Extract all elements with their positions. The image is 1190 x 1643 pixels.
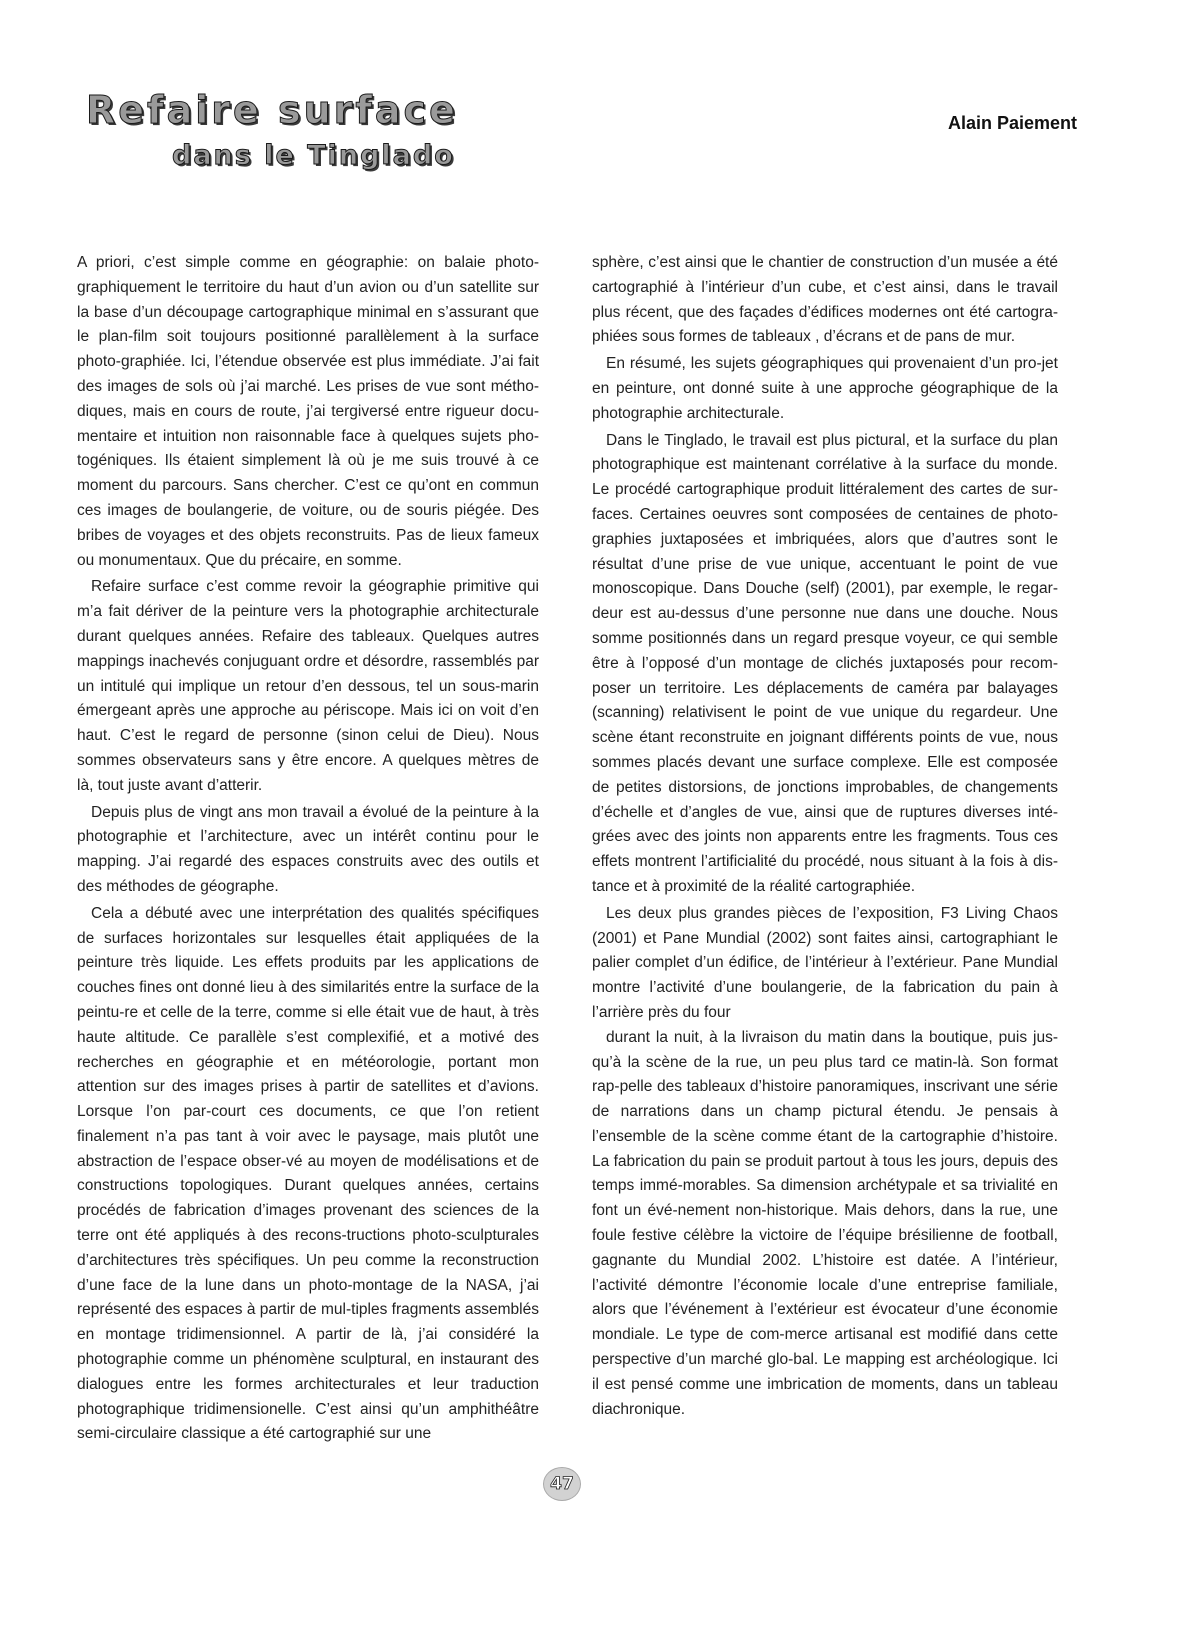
paragraph: sphère, c’est ainsi que le chantier de construction d’un musée a été cartographié à l’intérieur d’un cube, et c’est ainsi, dans le travail plus récent, que des façades d’édifices modernes ont été cartogra-phiées sous formes de tableaux , d’écrans et de pans de mur. xyxy=(592,254,1058,346)
paragraph: Les deux plus grandes pièces de l’exposition, F3 Living Chaos (2001) et Pane Mundial (2002) sont faites ainsi, cartographiant le palier complet d’un édifice, de l’intérieur à l’extérieur. Pane Mundial montre l’activité d’une boulangerie, de la fabrication du pain à l’arrière près du four xyxy=(592,904,1058,1021)
page-number-badge xyxy=(543,1467,581,1501)
article-title: Refaire surface xyxy=(86,88,458,132)
paragraph: durant la nuit, à la livraison du matin dans la boutique, puis jus-qu’à la scène de la rue, un peu plus tard ce matin-là. Son format rap-pelle des tableaux d’histoire panoramiques, inscrivant une série de narrations dans un champ pictural étendu. Je pensais à l’ensemble de la scène comme étant de la cartographie d’histoire. La fabrication du pain se produit partout à tous les jours, depuis des temps immé-morables. Sa dimension archétypale et sa trivialité en font un évé-nement non-historique. Mais dehors, dans la rue, une foule festive célèbre la victoire de l’équipe brésilienne de football, gagnante du Mundial 2002. L’histoire est datée. A l’intérieur, l’activité démontre l’économie locale d’une entreprise familiale, alors que l’événement à l’extérieur est évocateur d’une économie mondiale. Le type de com-merce artisanal est modifié dans cette perspective d’un marché glo-bal. Le mapping est archéologique. Ici il est pensé comme une imbrication de moments, dans un tableau diachronique. xyxy=(592,1028,1058,1418)
page-number: 47 xyxy=(550,1474,574,1494)
paragraph: En résumé, les sujets géographiques qui provenaient d’un pro-jet en peinture, ont donné suite à une approche géographique de la photographie architecturale. xyxy=(592,355,1058,422)
author-name: Alain Paiement xyxy=(947,113,1077,133)
paragraph: Dans le Tinglado, le travail est plus pictural, et la surface du plan photographique est maintenant corrélative à la surface du monde. Le procédé cartographique produit littéralement des cartes de sur-faces. Certaines oeuvres sont composées de centaines de photo-graphies juxtaposées et imbriquées, alors que d’autres sont le résultat d’une prise de vue unique, accentuant le point de vue monoscopique. Dans Douche (self) (2001), par exemple, le regar-deur est au-dessus d’une personne nue dans une douche. Nous somme positionnés dans un regard presque voyeur, ce qui semble être à l’opposé d’un montage de clichés juxtaposés pour recom-poser un territoire. Les déplacements de caméra par balayages (scanning) relativisent le point de vue unique du regardeur. Une scène étant reconstruite en joignant différents points de vue, nous sommes placés devant une surface complexe. Elle est composée de petites distorsions, de jonctions improbables, de changements d’échelle et d’angles de vue, ainsi que de ruptures diverses inté-grées avec des joints non apparents entre les fragments. Tous ces effets montrent l’artificialité du procédé, nous situant à la fois à dis-tance et à proximité de la réalité cartographiée. xyxy=(592,431,1058,895)
paragraph: Refaire surface c’est comme revoir la géographie primitive qui m’a fait dériver de la peinture vers la photographie architecturale durant quelques années. Refaire des tableaux. Quelques autres mappings inachevés conjuguant ordre et désordre, rassemblés par un intitulé qui implique un retour d’en dessous, tel un sous-marin émergeant après une approche au périscope. Mais ici on voit d’en haut. C’est le regard de personne (sinon celui de Dieu). Nous sommes observateurs sans y être encore. A quelques mètres de là, tout juste avant d’atterir. xyxy=(77,578,539,794)
right-text-column xyxy=(592,251,1058,1424)
left-text-column xyxy=(77,251,539,1449)
article-subtitle: dans le Tinglado xyxy=(172,140,455,171)
paragraph: Cela a débuté avec une interprétation des qualités spécifiques de surfaces horizontales sur lesquelles était appliquées de la peinture très liquide. Les effets produits par les applications de couches fines ont donné lieu à des similarités entre la surface de la peintu-re et celle de la terre, comme si elle était vue de haut, à très haute altitude. Ce parallèle s’est complexifié, et a motivé des recherches en géographie et en météorologie, portant mon attention sur des images prises à partir de satellites et d’avions. Lorsque l’on par-court ces documents, ce que l’on retient finalement n’a pas tant à voir avec le paysage, mais plutôt une abstraction de l’espace obser-vé au moyen de modélisations et de constructions topologiques. Durant quelques années, certains procédés de fabrication d’images provenant des sciences de la terre ont été appliqués à des recons-tructions photo-sculpturales d’architectures très spécifiques. Un peu comme la reconstruction d’une face de la lune dans un photo-montage de la NASA, j’ai représenté des espaces à partir de mul-tiples fragments assemblés en montage tridimensionnel. A partir de là, j’ai considéré la photographie comme un phénomène sculptural, en instaurant des dialogues entre les formes architecturales et leur traduction photographique tridimensionelle. C’est ainsi qu’un amphithéâtre semi-circulaire classique a été cartographié sur une xyxy=(77,904,539,1443)
paragraph: A priori, c’est simple comme en géographie: on balaie photo-graphiquement le territoire du haut d’un avion ou d’un satellite sur la base d’un découpage cartographique minimal en s’assurant que le plan-film soit toujours positionné parallèlement à la surface photo-graphiée. Ici, l’étendue observée est plus immédiate. J’ai fait des images de sols où j’ai marché. Les prises de vue sont métho-diques, mais en cours de route, j’ai tergiversé entre rigueur docu-mentaire et intuition non raisonnable face à quelques sujets pho-togéniques. Ils étaient simplement là où je me suis trouvé à ce moment du parcours. Sans chercher. C’est ce qu’ont en commun ces images de boulangerie, de voiture, ou de souris piégée. Des bribes de voyages et des objets reconstruits. Pas de lieux fameux ou monumentaux. Que du précaire, en somme. xyxy=(77,254,539,569)
paragraph: Depuis plus de vingt ans mon travail a évolué de la peinture à la photographie et l’architecture, avec un intérêt continu pour le mapping. J’ai regardé des espaces construits avec des outils et des méthodes de géographe. xyxy=(77,803,539,895)
